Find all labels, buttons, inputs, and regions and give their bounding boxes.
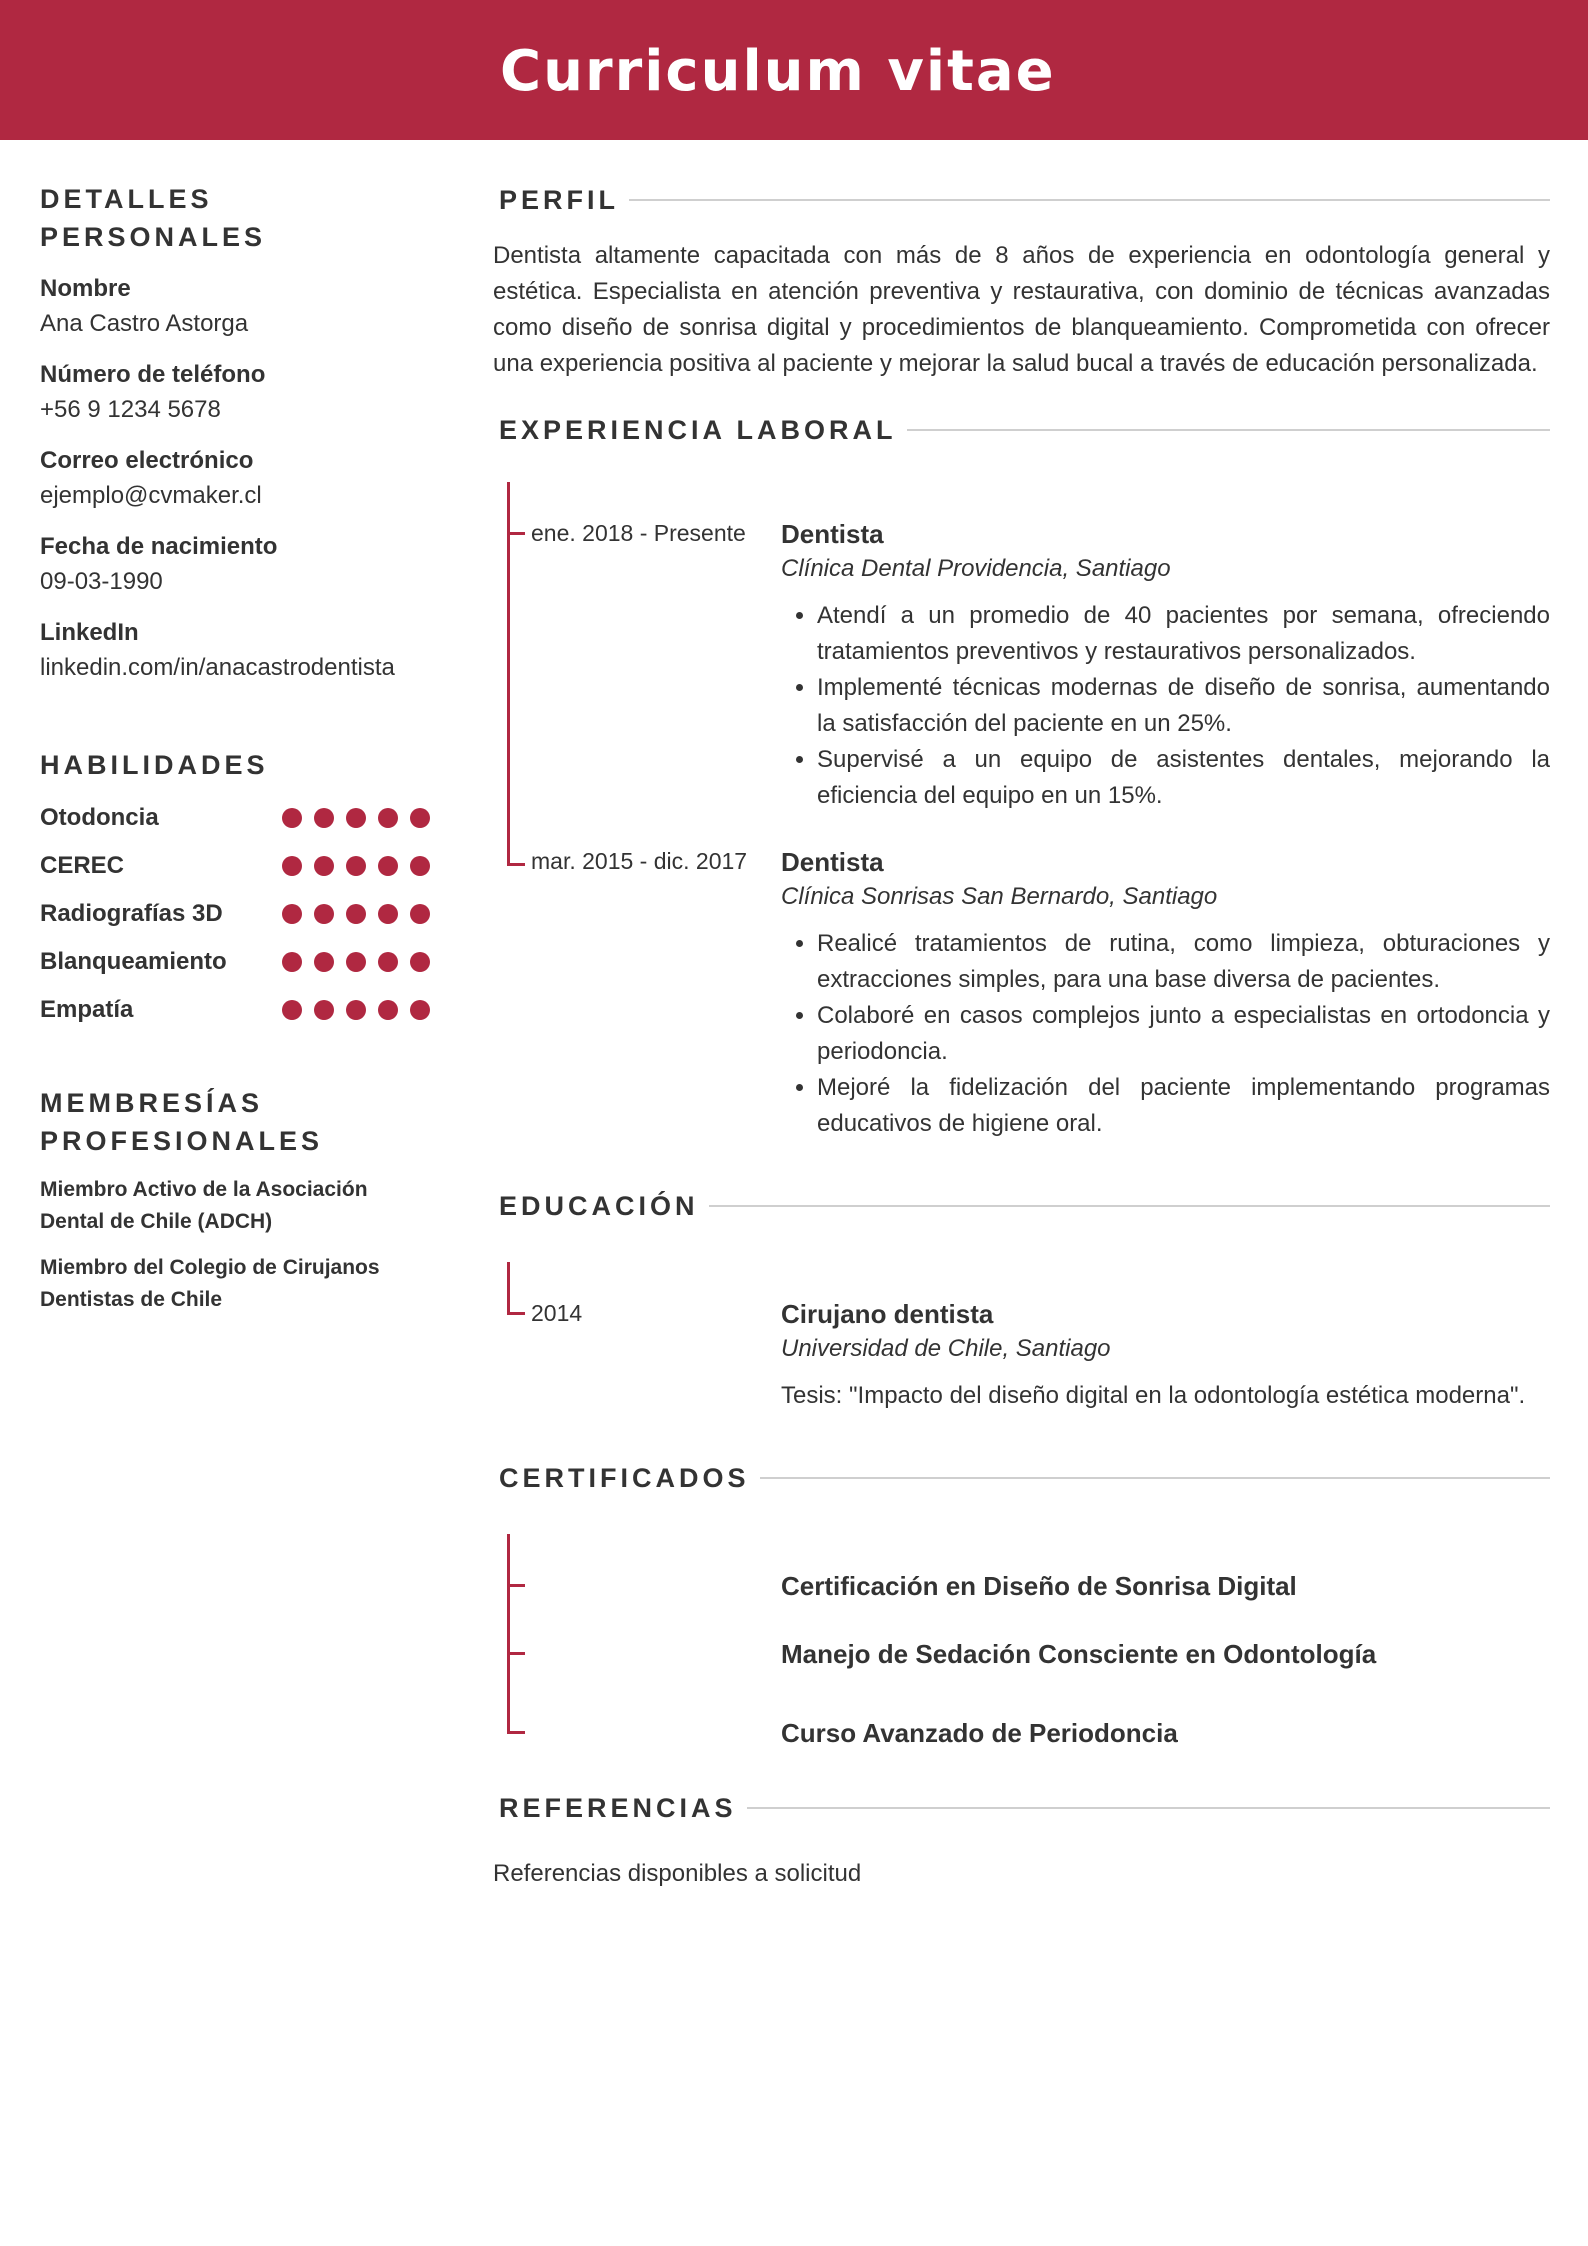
section-divider xyxy=(907,429,1550,431)
detail-birthdate xyxy=(40,530,440,600)
skill-row xyxy=(40,986,440,1034)
skills-section xyxy=(40,746,440,1034)
job-bullets xyxy=(781,926,1550,1142)
skill-name: Otodoncia xyxy=(40,804,159,831)
rating-dot xyxy=(282,856,302,876)
job-title: Dentista xyxy=(781,847,884,877)
rating-dot xyxy=(346,856,366,876)
education-date: 2014 xyxy=(531,1300,583,1326)
job-body xyxy=(781,844,1550,1142)
section-header xyxy=(493,1458,1550,1498)
experience-heading: EXPERIENCIA LABORAL xyxy=(499,415,897,445)
thesis-note: Tesis: "Impacto del diseño digital en la odontología estética moderna". xyxy=(781,1382,1526,1409)
skill-name: Empatía xyxy=(40,996,134,1023)
rating-dot xyxy=(346,1000,366,1020)
rating-dot xyxy=(378,1000,398,1020)
certificates-timeline xyxy=(493,1534,1550,1748)
job-bullet: • Atendí a un promedio de 40 pacientes por semana, ofreciendo tratamientos preventivos y restaurativos personalizados. xyxy=(817,598,1550,670)
education-timeline xyxy=(493,1262,1550,1414)
job-bullet: • Supervisé a un equipo de asistentes dentales, mejorando la eficiencia del equipo en un 15%. xyxy=(817,742,1550,814)
certificate-item xyxy=(781,1715,1178,1751)
page-title: Curriculum vitae xyxy=(500,39,1056,104)
personal-details-section xyxy=(40,180,440,686)
detail-label: Correo electrónico xyxy=(40,447,254,474)
rating-dot xyxy=(378,856,398,876)
skill-name: Radiografías 3D xyxy=(40,900,223,927)
rating-dot xyxy=(314,904,334,924)
detail-label: Número de teléfono xyxy=(40,361,266,388)
detail-label: Fecha de nacimiento xyxy=(40,533,278,560)
skill-row xyxy=(40,938,440,986)
section-divider xyxy=(629,199,1550,201)
job-entry xyxy=(493,482,1550,814)
rating-dot xyxy=(378,904,398,924)
detail-email xyxy=(40,444,440,514)
education-heading: EDUCACIÓN xyxy=(499,1191,699,1221)
rating-dot xyxy=(314,952,334,972)
job-body xyxy=(781,516,1550,814)
section-divider xyxy=(747,1807,1550,1809)
membership-item: Miembro del Colegio de Cirujanos Dentistas de Chile xyxy=(40,1256,380,1311)
skills-heading: HABILIDADES xyxy=(40,750,269,780)
membership-item: Miembro Activo de la Asociación Dental de Chile (ADCH) xyxy=(40,1178,368,1233)
job-date: mar. 2015 - dic. 2017 xyxy=(531,848,748,874)
section-header xyxy=(493,180,1550,220)
education-entry xyxy=(493,1262,1550,1414)
certificate-title: Curso Avanzado de Periodoncia xyxy=(781,1718,1178,1748)
education-body xyxy=(781,1296,1550,1414)
timeline-tick xyxy=(507,1584,525,1587)
section-header xyxy=(493,1186,1550,1226)
skill-row xyxy=(40,794,440,842)
rating-dot xyxy=(346,952,366,972)
timeline-tick xyxy=(507,1731,525,1734)
rating-dot xyxy=(410,904,430,924)
detail-value: ejemplo@cvmaker.cl xyxy=(40,482,262,509)
detail-value: 09-03-1990 xyxy=(40,568,163,595)
section-header xyxy=(493,410,1550,450)
memberships-section xyxy=(40,1084,440,1316)
sidebar xyxy=(40,180,440,1316)
rating-dot xyxy=(346,808,366,828)
detail-name xyxy=(40,272,440,342)
job-company: Clínica Dental Providencia, Santiago xyxy=(781,555,1171,582)
job-bullet: • Implementé técnicas modernas de diseño de sonrisa, aumentando la satisfacción del paciente en un 25%. xyxy=(817,670,1550,742)
detail-value: +56 9 1234 5678 xyxy=(40,396,221,423)
rating-dot xyxy=(282,1000,302,1020)
section-divider xyxy=(709,1205,1550,1207)
certificate-title: Certificación en Diseño de Sonrisa Digital xyxy=(781,1571,1297,1601)
profile-summary: Dentista altamente capacitada con más de 8 años de experiencia en odontología general y estética. Especialista en atención preventiva y restaurativa, con dominio de técnicas avanzadas como diseño de sonrisa digital y procedimientos de blanqueamiento. Comprometida con ofrecer una experiencia positiva al paciente y mejorar la salud bucal a través de educación personalizada. xyxy=(493,242,1550,377)
personal-details-heading: DETALLES PERSONALES xyxy=(40,184,267,252)
certificate-item xyxy=(781,1636,1376,1672)
job-bullet: • Realicé tratamientos de rutina, como limpieza, obturaciones y extracciones simples, para una base diversa de pacientes. xyxy=(817,926,1550,998)
job-entry xyxy=(493,844,1550,1142)
references-heading: REFERENCIAS xyxy=(499,1793,737,1823)
job-date: ene. 2018 - Presente xyxy=(531,520,746,546)
rating-dot xyxy=(314,808,334,828)
skill-name: Blanqueamiento xyxy=(40,948,227,975)
memberships-heading: MEMBRESÍAS PROFESIONALES xyxy=(40,1088,324,1156)
skill-rating xyxy=(282,1000,430,1020)
rating-dot xyxy=(410,808,430,828)
job-bullet: • Mejoré la fidelización del paciente implementando programas educativos de higiene oral. xyxy=(817,1070,1550,1142)
detail-value: Ana Castro Astorga xyxy=(40,310,249,337)
degree-title: Cirujano dentista xyxy=(781,1299,994,1329)
detail-label: LinkedIn xyxy=(40,619,139,646)
detail-phone xyxy=(40,358,440,428)
detail-linkedin xyxy=(40,616,440,686)
skill-row xyxy=(40,842,440,890)
detail-label: Nombre xyxy=(40,275,131,302)
job-title: Dentista xyxy=(781,519,884,549)
rating-dot xyxy=(314,1000,334,1020)
rating-dot xyxy=(314,856,334,876)
experience-timeline xyxy=(493,482,1550,1142)
experience-section xyxy=(493,410,1550,1142)
timeline-line xyxy=(507,1534,510,1734)
skill-rating xyxy=(282,808,430,828)
job-company: Clínica Sonrisas San Bernardo, Santiago xyxy=(781,883,1218,910)
rating-dot xyxy=(346,904,366,924)
rating-dot xyxy=(378,808,398,828)
rating-dot xyxy=(378,952,398,972)
certificate-item xyxy=(781,1568,1297,1604)
job-bullet: • Colaboré en casos complejos junto a especialistas en ortodoncia y periodoncia. xyxy=(817,998,1550,1070)
references-section xyxy=(493,1788,1550,1892)
header-banner xyxy=(0,0,1588,140)
rating-dot xyxy=(282,808,302,828)
main-content xyxy=(493,180,1550,1892)
section-divider xyxy=(760,1477,1551,1479)
profile-heading: PERFIL xyxy=(499,185,620,215)
references-text: Referencias disponibles a solicitud xyxy=(493,1860,862,1887)
institution: Universidad de Chile, Santiago xyxy=(781,1335,1111,1362)
detail-value: linkedin.com/in/anacastrodentista xyxy=(40,654,395,681)
skill-row xyxy=(40,890,440,938)
rating-dot xyxy=(282,904,302,924)
rating-dot xyxy=(410,856,430,876)
skill-rating xyxy=(282,856,430,876)
certificates-heading: CERTIFICADOS xyxy=(499,1463,750,1493)
education-section xyxy=(493,1186,1550,1414)
skill-rating xyxy=(282,952,430,972)
skill-rating xyxy=(282,904,430,924)
rating-dot xyxy=(410,1000,430,1020)
certificate-title: Manejo de Sedación Consciente en Odontología xyxy=(781,1639,1377,1669)
job-bullets xyxy=(781,598,1550,814)
section-header xyxy=(493,1788,1550,1828)
rating-dot xyxy=(282,952,302,972)
certificates-section xyxy=(493,1458,1550,1748)
skill-name: CEREC xyxy=(40,852,125,879)
rating-dot xyxy=(410,952,430,972)
profile-section xyxy=(493,180,1550,382)
timeline-tick xyxy=(507,1652,525,1655)
